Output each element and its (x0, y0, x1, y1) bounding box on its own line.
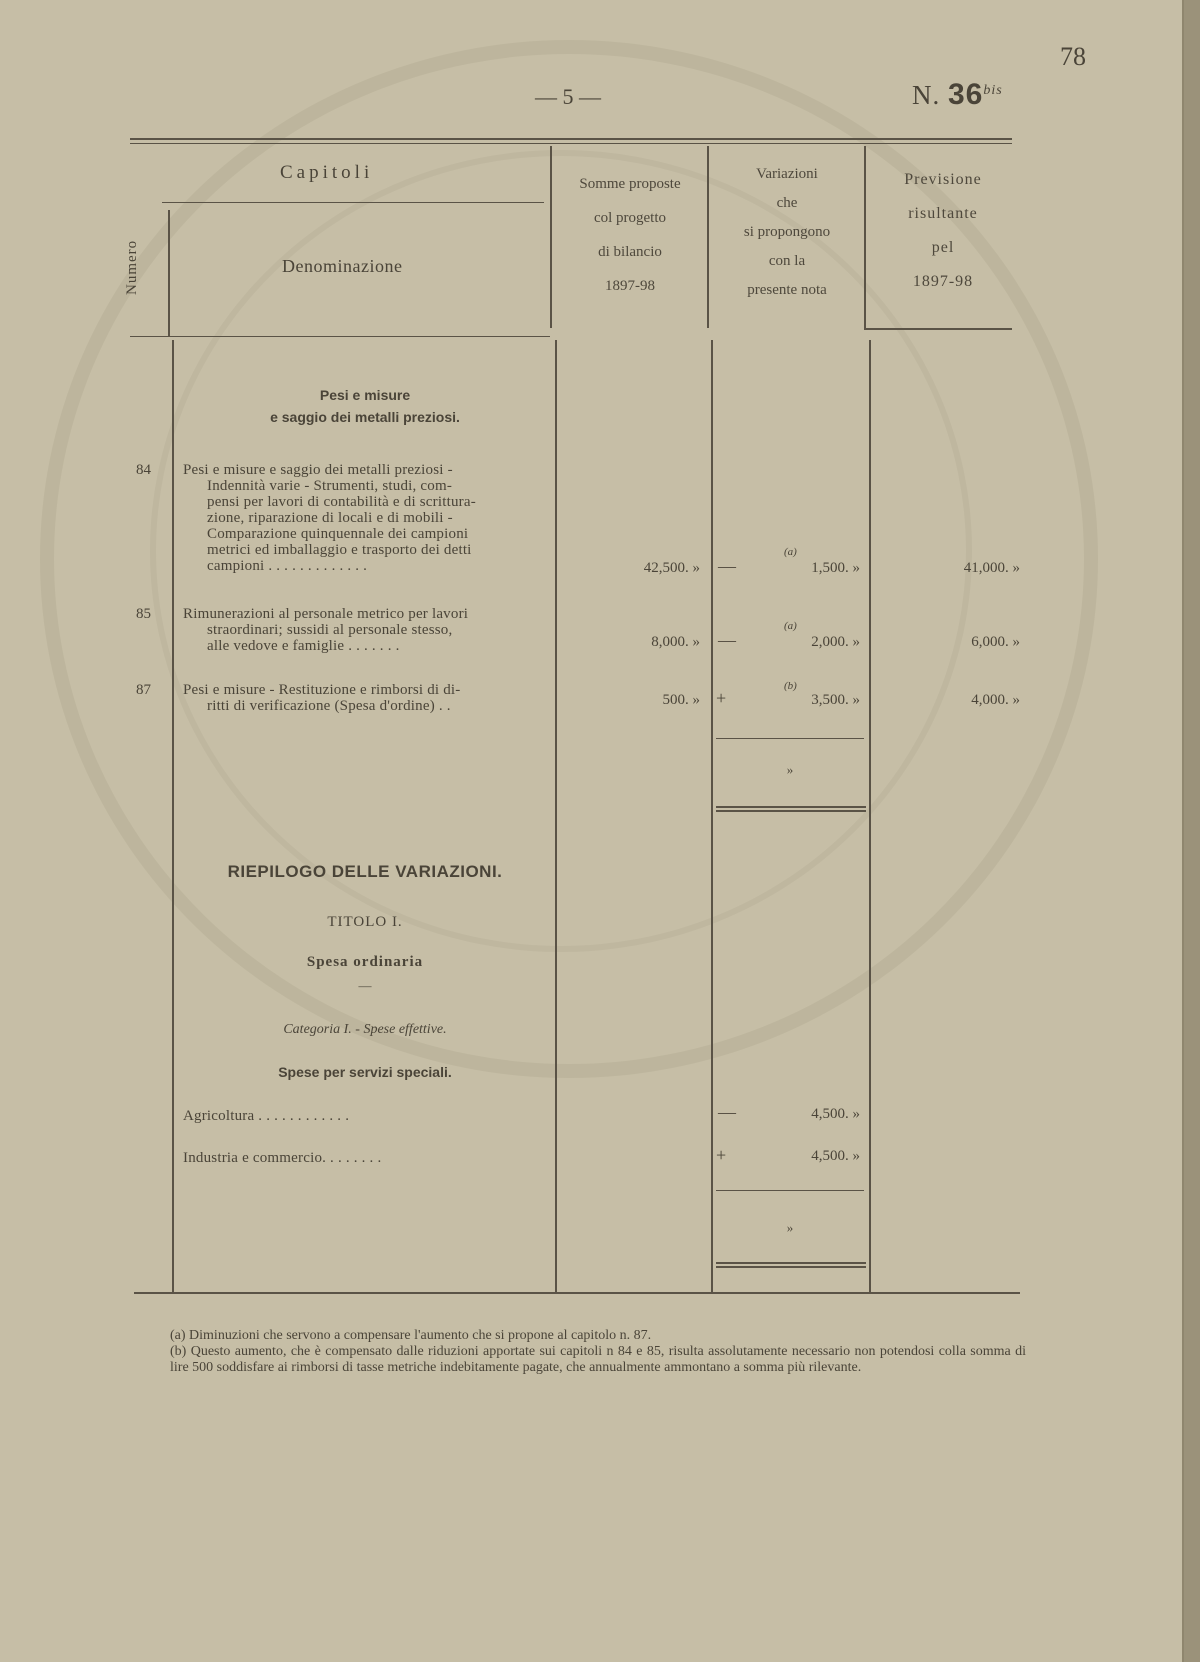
top-rule-2 (130, 143, 1012, 144)
page-edge (1184, 0, 1200, 1662)
row-description: Pesi e misure - Restituzione e rimborsi di di- ritti di verificazione (Spesa d'ordine) . . (183, 682, 461, 714)
riepilogo-item-label: Industria e commercio. . . . . . . . (183, 1150, 382, 1166)
header-col-divider-4 (864, 146, 866, 328)
previsione-value: 41,000. » (963, 560, 1020, 576)
variation-sign: + (716, 1145, 727, 1165)
riepilogo-subtotal-rule (716, 1190, 864, 1191)
footnote-a: (a) Diminuzioni che servono a compensare l'aumento che si propone al capitolo n. 87. (170, 1328, 652, 1343)
somme-header: Somme proposte col progetto di bilancio 1897-98 (579, 176, 681, 294)
total-rule-1 (716, 806, 866, 808)
variation-sign: + (716, 688, 727, 708)
body-col-divider-4 (869, 340, 871, 1292)
variazioni-header: Variazioni che si propongono con la presente nota (743, 166, 831, 298)
somme-value: 500. » (662, 692, 700, 708)
spesa-heading: Spesa ordinaria (306, 954, 424, 970)
variation-sign: — (718, 1102, 736, 1122)
body-col-divider-3 (711, 340, 713, 1292)
footnote-b: (b) Questo aumento, che è compensato dalle riduzioni apportate sui capitoli n 84 e 85, risulta assolutamente necessario non potendosi colla somma di lire 500 soddisfare ai rimborsi di tasse metriche indebitamente pagate, che annualmente ammontano a somma più rilevante. (170, 1344, 1026, 1375)
row-number: 84 (136, 462, 151, 478)
separator-dash: — (358, 978, 372, 993)
header-col-divider-2 (550, 146, 552, 328)
table-bottom-rule (134, 1292, 1020, 1294)
header-bottom-rule-right (864, 328, 1012, 330)
top-rule (130, 138, 1012, 140)
riepilogo-item-value: 4,500. » (811, 1148, 860, 1164)
riepilogo-total-rule-2 (716, 1266, 866, 1268)
doc-number-suffix: bis (983, 83, 1003, 98)
footnote-marker: (b) (784, 680, 797, 692)
numero-header: Numero (124, 239, 140, 295)
riepilogo-item-label: Agricoltura . . . . . . . . . . . . (183, 1108, 350, 1124)
doc-number-prefix: N. (912, 80, 941, 110)
servizi-heading: Spese per servizi speciali. (278, 1064, 452, 1080)
document-number (912, 78, 1003, 112)
variazione-value: 1,500. » (811, 560, 860, 576)
body-col-divider-2 (555, 340, 557, 1292)
variation-sign: — (718, 630, 736, 650)
page-number: — 5 — (535, 84, 601, 109)
variazione-value: 3,500. » (811, 692, 860, 708)
header-bottom-rule-left (130, 336, 550, 337)
row-number: 87 (136, 682, 151, 698)
body-col-divider-1 (172, 340, 174, 1292)
riepilogo-title: RIEPILOGO DELLE VARIAZIONI. (227, 862, 503, 881)
row-number: 85 (136, 606, 151, 622)
categoria-heading: Categoria I. - Spese effettive. (283, 1022, 447, 1037)
footnote-marker: (a) (784, 620, 797, 632)
header-col-divider-3 (707, 146, 709, 328)
header-col-divider-1 (168, 210, 170, 336)
subtotal-rule (716, 738, 864, 739)
variation-sign: — (718, 556, 736, 576)
variazione-value: 2,000. » (811, 634, 860, 650)
denominazione-header: Denominazione (282, 256, 403, 276)
subtotal-value: » (786, 762, 794, 777)
footnote-marker: (a) (784, 546, 797, 558)
previsione-value: 4,000. » (971, 692, 1020, 708)
titolo-heading: TITOLO I. (327, 914, 403, 930)
riepilogo-item-value: 4,500. » (811, 1106, 860, 1122)
row-description: Pesi e misure e saggio dei metalli preziosi - Indennità varie - Strumenti, studi, com- pensi per lavori di contabilità e di scrittura- zione, riparazione di locali e di mobili - Comparazione quinquennale dei campioni metrici ed imballaggio e trasporto dei detti campioni . . . . . . . . . . . . . (183, 462, 476, 574)
section-title: Pesi e misure e saggio dei metalli preziosi. (270, 387, 460, 425)
somme-value: 8,000. » (651, 634, 700, 650)
capitoli-underline (162, 202, 544, 203)
total-rule-2 (716, 810, 866, 812)
riepilogo-total-rule-1 (716, 1262, 866, 1264)
doc-number-main: 36 (948, 78, 984, 111)
row-description: Rimunerazioni al personale metrico per lavori straordinari; sussidi al personale stesso, alle vedove e famiglie . . . . . . . (183, 606, 469, 654)
footnotes (160, 1328, 1026, 1376)
somme-value: 42,500. » (643, 560, 700, 576)
previsione-header: Previsione risultante pel 1897-98 (904, 171, 982, 290)
previsione-value: 6,000. » (971, 634, 1020, 650)
riepilogo-total: » (786, 1220, 794, 1235)
folio-number: 78 (1060, 42, 1086, 71)
capitoli-header: Capitoli (280, 162, 374, 183)
